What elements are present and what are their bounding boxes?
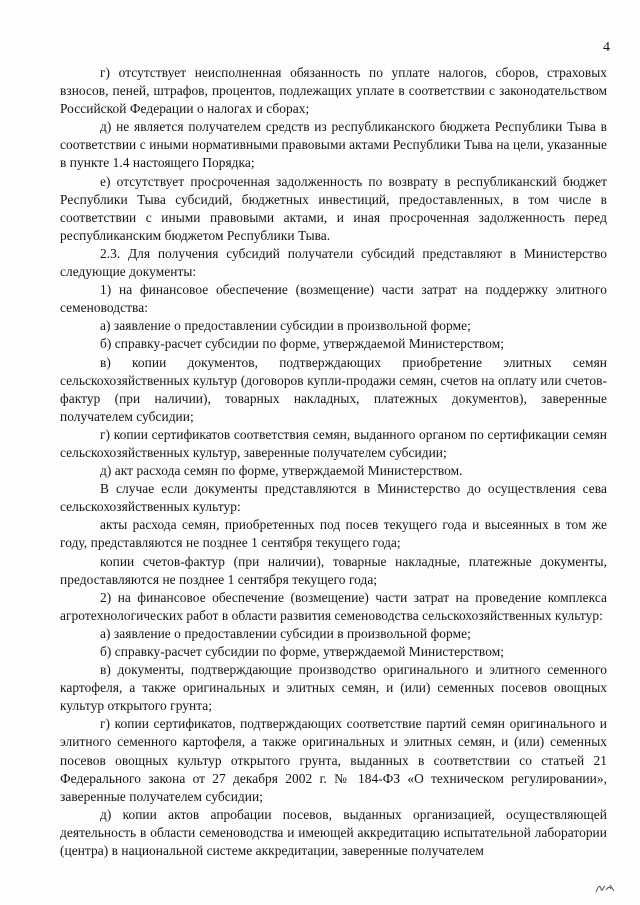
paragraph-v-purchase-docs: в) копии документов, подтверждающих приобретение элитных семян сельскохозяйственных культур (договоров купли-продажи семян, счетов на оплату или счетов-фактур (при наличии), товарных накладных, платежных документов), заверенные получателем субсидии; — [60, 354, 607, 424]
paragraph-1-elite-seeds: 1) на финансовое обеспечение (возмещение) части затрат на поддержку элитного семеноводства: — [60, 282, 607, 316]
page-number: 4 — [603, 40, 610, 55]
paragraph-invoices-deadline: копии счетов-фактур (при наличии), товарные накладные, платежные документы, предоставляются не позднее 1 сентября текущего года; — [60, 553, 607, 587]
paragraph-d-seed-act: д) акт расхода семян по форме, утверждаемой Министерством. — [100, 463, 463, 479]
paragraph-g-taxes: г) отсутствует неисполненная обязанность по уплате налогов, сборов, страховых взносов, пеней, штрафов, процентов, подлежащих уплате в соответствии с законодательством Российской Федерации о налогах и сборах; — [60, 65, 607, 117]
paragraph-2-3-documents: 2.3. Для получения субсидий получатели субсидий представляют в Министерство следующие документы: — [60, 245, 607, 280]
paragraph-e-debt: е) отсутствует просроченная задолженность по возврату в республиканский бюджет Республики Тыва субсидий, бюджетных инвестиций, предоставленных, в том числе в соответствии с иными правовыми актами, и иная просроченная задолженность перед республиканским бюджетом Республики Тыва. — [60, 173, 607, 243]
paragraph-2-agrotech-works: 2) на финансовое обеспечение (возмещение) части затрат на проведение комплекса агротехнологических работ в области развития семеноводства сельскохозяйственных культур: — [60, 589, 607, 623]
paragraph-before-sowing: В случае если документы представляются в Министерство до осуществления сева сельскохозяйственных культур: — [60, 481, 607, 515]
paragraph-v-production-docs: в) документы, подтверждающие производство оригинального и элитного семенного картофеля, а также оригинальных и элитных семян, и (или) семенных посевов овощных культур открытого грунта; — [60, 662, 607, 714]
paragraph-seed-acts-deadline: акты расхода семян, приобретенных под посев текущего года и высеянных в том же году, представляются не позднее 1 сентября текущего года; — [60, 517, 607, 551]
paragraph-a-application: а) заявление о предоставлении субсидии в произвольной форме; — [100, 318, 471, 334]
paragraph-g-certificates: г) копии сертификатов соответствия семян, выданного органом по сертификации семян сельскохозяйственных культур, заверенные получателем субсидии; — [60, 426, 607, 460]
paragraph-b-calculation-2: б) справку-расчет субсидии по форме, утверждаемой Министерством; — [100, 644, 505, 659]
paragraph-d-budget-funds: д) не является получателем средств из республиканского бюджета Республики Тыва в соответствии с иными нормативными правовыми актами Республики Тыва на цели, указанные в пункте 1.4 настоящего Порядка; — [60, 119, 607, 171]
initials-scribble-icon — [594, 881, 616, 895]
paragraph-a-application-2: а) заявление о предоставлении субсидии в произвольной форме; — [100, 625, 471, 641]
paragraph-b-calculation: б) справку-расчет субсидии по форме, утверждаемой Министерством; — [100, 336, 505, 352]
paragraph-d-approbation-acts: д) копии актов апробации посевов, выданных организацией, осуществляющей деятельность в области семеноводства и имеющей аккредитацию испытательной лаборатории (центра) в национальной системе аккредитации, заверенные получателем — [60, 806, 607, 859]
paragraph-g-conformity-certificates: г) копии сертификатов, подтверждающих соответствие партий семян оригинального и элитного семенного картофеля, а также оригинальных и элитных семян, и (или) семенных посевов овощных культур открытого грунта, выданных в соответствии со статьей 21 Федерального закона от 27 декабря 2002 г. № 184-ФЗ «О техническом регулировании», заверенные получателем субсидии; — [60, 716, 607, 804]
document-body — [60, 64, 607, 860]
